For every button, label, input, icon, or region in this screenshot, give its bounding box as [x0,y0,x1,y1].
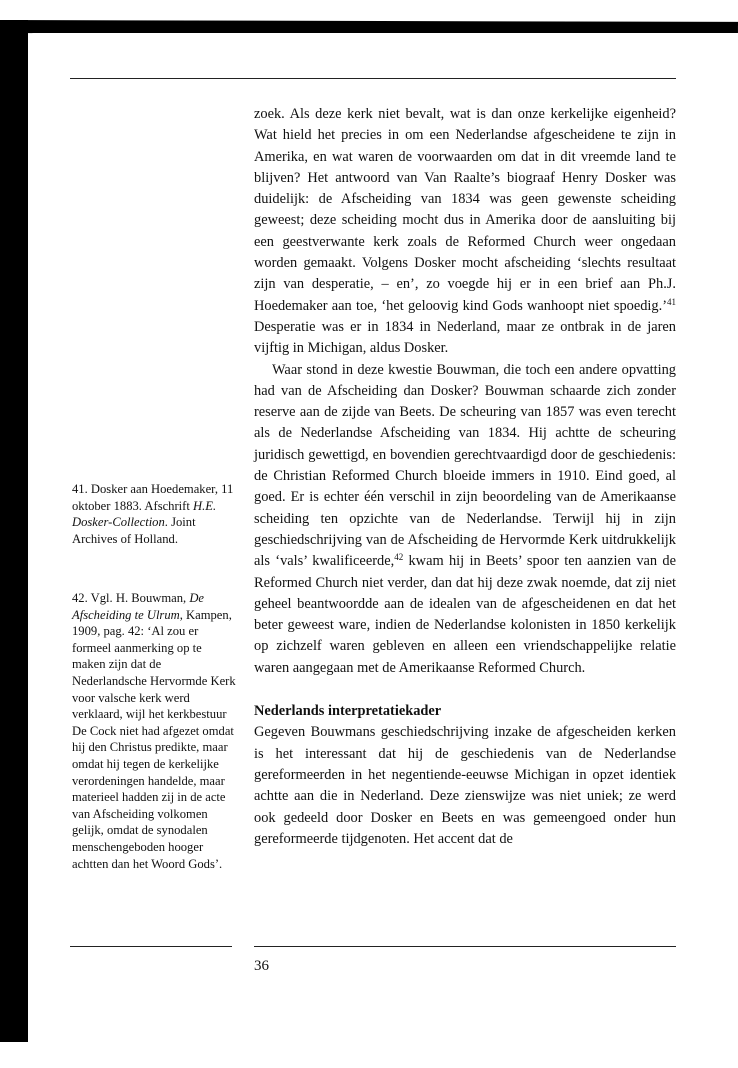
body-paragraph [254,360,676,679]
footnote-text: Dosker aan Hoedemaker, 11 oktober 1883. Afschrift [72,482,234,513]
footnote-number: 41. [72,482,88,496]
footnote-41 [72,481,237,547]
footnote-text: . Joint Archives of Holland. [72,515,196,546]
footnote-42 [72,590,237,872]
footnote-ref-41[interactable]: 41 [667,296,676,307]
section-heading: Nederlands interpretatiekader [254,703,442,720]
paragraph-text: Desperatie was er in 1834 in Nederland, maar ze ontbrak in de jaren vijftig in Michigan, aldus Dosker. [254,318,676,357]
scan-border-left [0,20,28,1042]
body-paragraph [254,104,676,360]
main-text-column [254,104,676,850]
footnote-ref-42[interactable]: 42 [394,552,404,563]
header-rule [70,78,676,79]
footnote-rule [70,946,232,947]
page-number: 36 [254,958,269,974]
footnote-41-text [72,481,237,547]
footnote-42-text [72,590,237,872]
footnote-text: Vgl. H. Bouwman, [87,591,190,605]
footnote-text: , Kampen, 1909, pag. 42: ‘Al zou er formeel aanmerking op te maken zijn dat de Nederlandsche Hervormde Kerk voor valsche kerk werd verklaard, wijl het kerkbestuur De Cock niet had afgezet omdat hij den Christus predikte, maar omdat hij tegen de kerkelijke verordeningen handelde, maar materieel hadden zij in de acte van Afscheiding volkomen gelijk, omdat de synodalen menschengeboden hooger achtten dan het Woord Gods’. [72,607,236,871]
footnote-number: 42. [72,591,88,605]
paragraph-text: kwam hij in Beets’ spoor ten aanzien van de Reformed Church niet verder, dan dat hij deze zwak noemde, dat zij niet geheel beantwoordde aan de idealen van de afgescheidenen en dat het beter geweest ware, indien de Nederlandse kolonisten in 1850 kerkelijk op zichzelf waren gebleven en alleen een vriendschappelijke relatie waren aangegaan met de Amerikaanse Reformed Church. [254,553,676,676]
paragraph-text: zoek. Als deze kerk niet bevalt, wat is dan onze kerkelijke eigenheid? Wat hield het precies in om een Nederlandse afgescheidene te zijn in Amerika, en wat waren de voorwaarden om dat in dit vreemde land te blijven? Het antwoord van Van Raalte’s biograaf Henry Dosker was duidelijk: de Afscheiding van 1834 was geen gewenste scheiding geweest; deze scheiding mocht dus in Amerika door de aansluiting bij een geestverwante kerk zoals de Reformed Church weer ongedaan worden gemaakt. Volgens Dosker mocht afscheiding ‘slechts resultaat zijn van desperatie, – en’, zo voegde hij er in een brief aan Ph.J. Hoedemaker aan toe, ‘het geloovig kind Gods wanhoopt niet spoedig.’ [254,106,676,314]
paragraph-text: Waar stond in deze kwestie Bouwman, die toch een andere opvatting had van de Afscheiding dan Dosker? Bouwman schaarde zich zonder reserve aan de zijde van Beets. De scheuring van 1857 was even terecht als de Nederlandse Afscheiding van 1834. Hij achtte de scheuring juridisch gewettigd, en bovendien gerechtvaardigd door de geschiedenis: de Christian Reformed Church bloeide immers in 1910. Eind goed, al goed. Er is echter één verschil in zijn beoordeling van de Amerikaanse scheiding ten opzichte van de Nederlandse. Terwijl hij in zijn geschiedschrijving van de Afscheiding de Hervormde Kerk uitdrukkelijk als ‘vals’ kwalificeerde, [254,361,676,570]
footnote-italic-title: De Afscheiding te Ulrum [72,591,205,622]
footer-rule [254,946,676,947]
body-paragraph: Gegeven Bouwmans geschiedschrijving inzake de afgescheiden kerken is het interessant dat hij de geschiedenis van de Nederlandse gereformeerden in het negentiende-eeuwse Michigan in opzet identiek achtte aan die in Nederland. Deze zienswijze was niet uniek; ze werd ook gedeeld door Dosker en Beets en was gemeengoed onder hun gereformeerde tijdgenoten. Het accent dat de [254,724,676,847]
footnote-italic-title: H.E. Dosker-Collection [72,498,217,530]
